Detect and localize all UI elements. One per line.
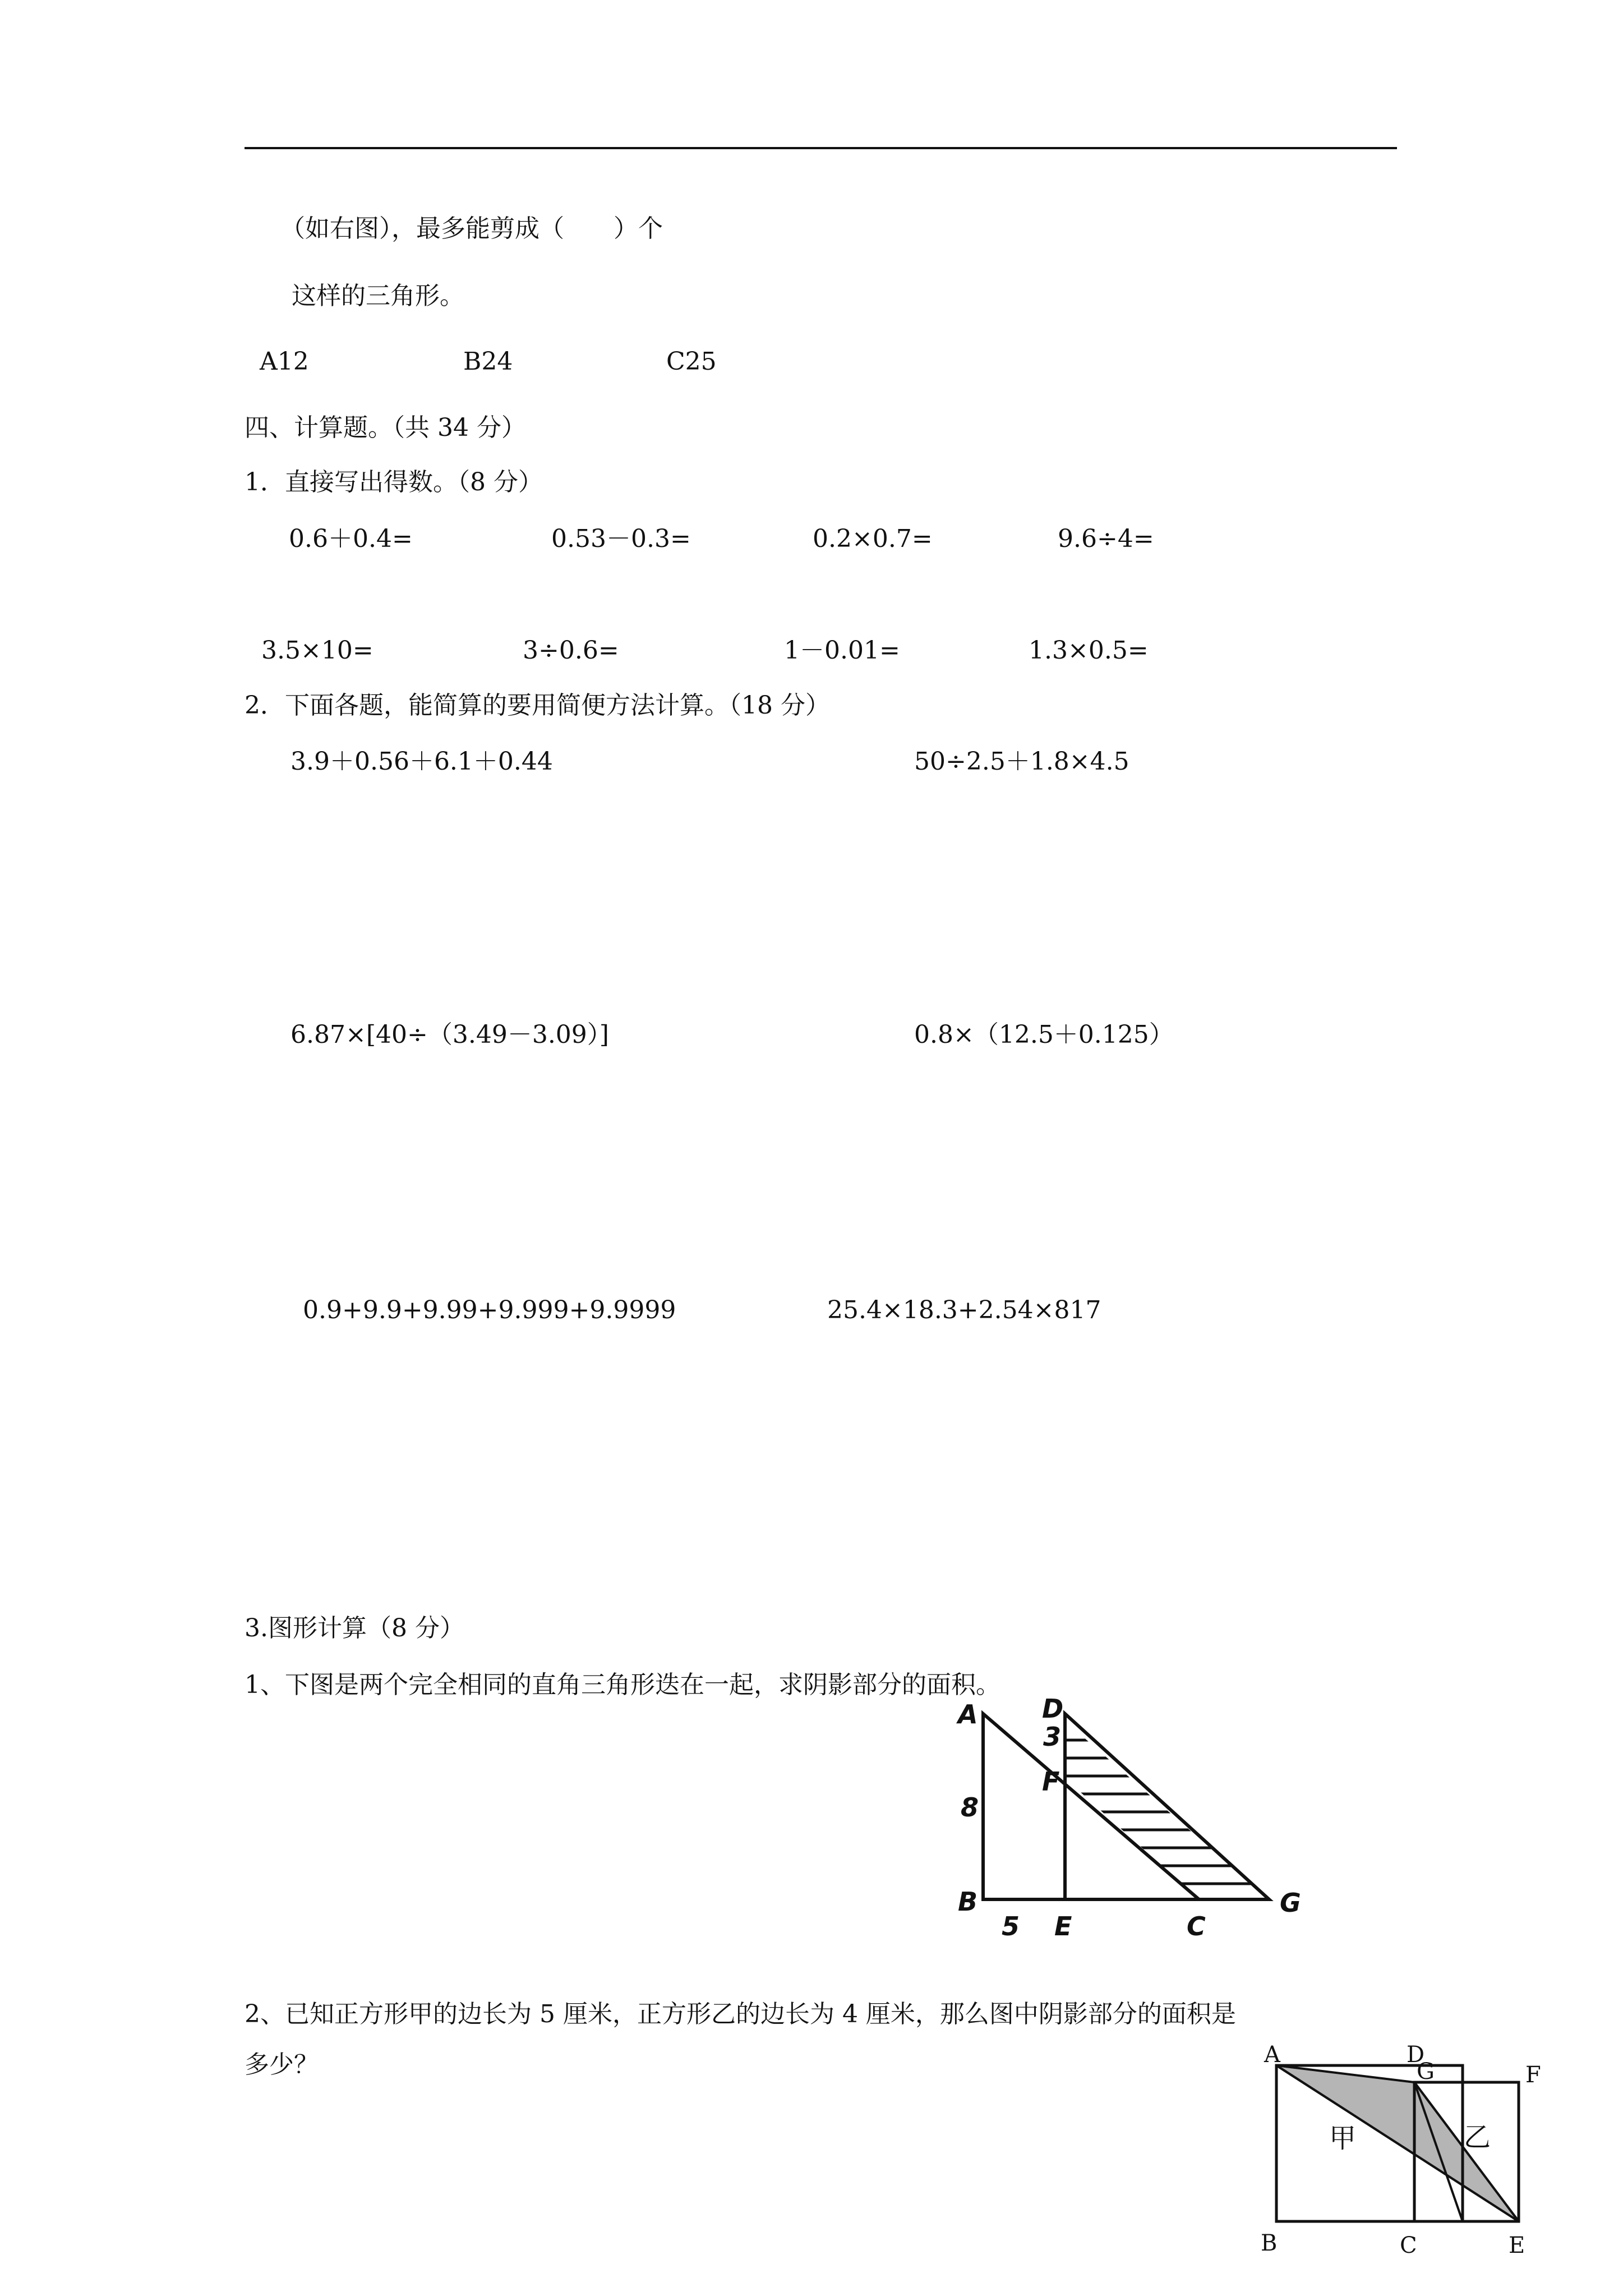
label-yi: 乙 [1464, 2122, 1491, 2153]
simplify-item: 0.9+9.9+9.99+9.999+9.9999 [303, 1296, 676, 1324]
label-a: A [1264, 2042, 1280, 2068]
label-c: C [1187, 1911, 1206, 1941]
oral-item: 3.5×10= [261, 636, 374, 665]
oral-item: 0.2×0.7= [813, 524, 933, 553]
section-4-heading: 四、计算题。（共 34 分） [245, 413, 526, 442]
oral-item: 0.53－0.3= [551, 524, 691, 553]
figure2-question-line1: 2、已知正方形甲的边长为 5 厘米，正方形乙的边长为 4 厘米，那么图中阴影部分的面积是 [245, 2000, 1236, 2028]
simplify-title: 2．下面各题，能简算的要用简便方法计算。（18 分） [245, 691, 830, 720]
measure-ab: 8 [961, 1792, 979, 1823]
label-b: B [958, 1887, 978, 1917]
figure-calc-title: 3.图形计算（8 分） [245, 1614, 464, 1642]
label-b: B [1261, 2230, 1278, 2256]
header-rule [245, 147, 1397, 149]
figure1-triangles [942, 1688, 1312, 1947]
simplify-item: 25.4×18.3+2.54×817 [827, 1296, 1101, 1324]
oral-item: 3÷0.6= [523, 636, 619, 665]
shaded-region [1054, 1721, 1301, 1899]
figure1-question: 1、下图是两个完全相同的直角三角形迭在一起，求阴影部分的面积。 [245, 1671, 1000, 1699]
simplify-item: 3.9＋0.56＋6.1＋0.44 [291, 747, 553, 776]
label-c: C [1400, 2233, 1417, 2258]
measure-df: 3 [1043, 1722, 1062, 1752]
label-d: D [1407, 2042, 1425, 2068]
option-a: A12 [260, 347, 309, 376]
question-cut-line2: 这样的三角形。 [292, 282, 464, 310]
label-f: F [1042, 1766, 1060, 1797]
simplify-item: 0.8×（12.5＋0.125） [914, 1020, 1174, 1049]
oral-item: 1.3×0.5= [1029, 636, 1149, 665]
label-f: F [1525, 2062, 1541, 2088]
label-g: G [1280, 1888, 1301, 1918]
label-d: D [1042, 1694, 1064, 1724]
oral-item: 1－0.01= [784, 636, 900, 665]
oral-item: 9.6÷4= [1058, 524, 1154, 553]
label-e: E [1509, 2233, 1525, 2258]
figure2-squares [1228, 2042, 1565, 2272]
option-b: B24 [463, 347, 513, 376]
oral-item: 0.6＋0.4= [289, 524, 413, 553]
label-e: E [1054, 1911, 1072, 1941]
label-g: G [1417, 2059, 1435, 2085]
simplify-item: 50÷2.5＋1.8×4.5 [914, 747, 1129, 776]
label-jia: 甲 [1329, 2123, 1357, 2154]
option-c: C25 [666, 347, 717, 376]
measure-be: 5 [1002, 1911, 1020, 1941]
figure2-question-line2: 多少？ [245, 2050, 319, 2079]
label-a: A [958, 1699, 978, 1729]
oral-calc-title: 1．直接写出得数。（8 分） [245, 468, 543, 496]
question-cut-line1: （如右图），最多能剪成（ ）个 [280, 214, 663, 243]
simplify-item: 6.87×[40÷（3.49－3.09）] [291, 1020, 609, 1049]
